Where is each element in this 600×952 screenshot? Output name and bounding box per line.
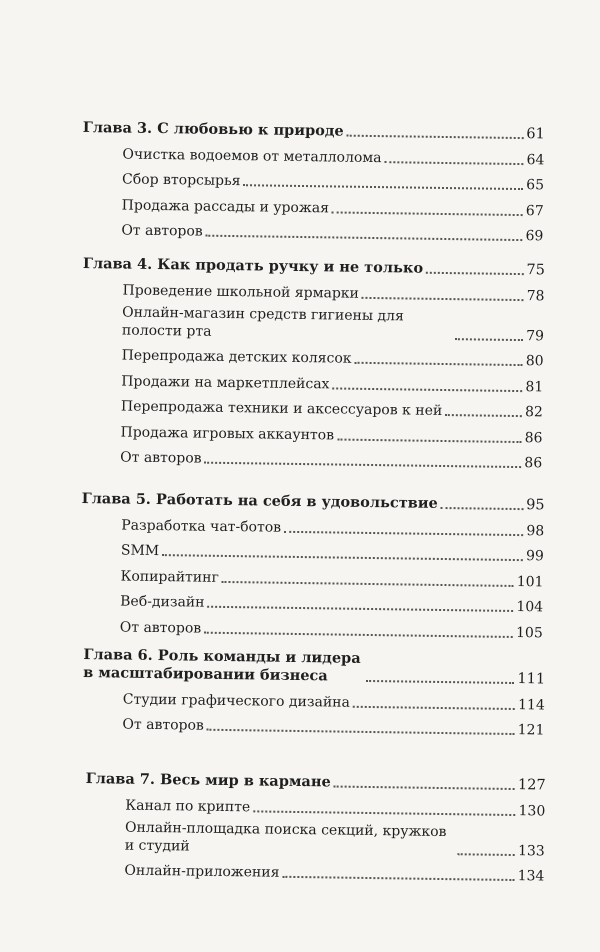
entry-title: Онлайн-приложения: [124, 862, 280, 881]
dot-leader: [426, 272, 523, 275]
dot-leader: [207, 729, 515, 735]
dot-leader: [222, 580, 514, 586]
chapter-heading[interactable]: [83, 240, 545, 279]
page-number: 67: [525, 202, 544, 219]
entry-title: Онлайн-магазин средств гигиены для полости рта: [121, 304, 404, 340]
entry-title: Канал по крипте: [125, 797, 251, 815]
page-number: 69: [525, 228, 544, 245]
dot-leader: [366, 680, 514, 684]
chapter-title: Глава 5. Работать на себя в удовольствие: [81, 489, 438, 512]
dot-leader: [353, 705, 515, 709]
chapter-heading[interactable]: [83, 640, 546, 688]
page-number: 130: [518, 802, 546, 819]
page-number: 104: [516, 599, 544, 616]
toc-chapter-3: [81, 104, 545, 245]
dot-leader: [354, 362, 522, 366]
entry-title: Продажа игровых аккаунтов: [120, 423, 335, 443]
toc-chapter-7: [84, 755, 546, 885]
entry-title: SMM: [120, 542, 160, 560]
page-number: 79: [526, 327, 545, 344]
chapter-title: Глава 3. С любовью к природе: [82, 118, 344, 140]
toc-chapter-5: [80, 475, 545, 642]
dot-leader: [282, 876, 514, 881]
entry-title: Студии графического дизайна: [122, 691, 351, 711]
toc-chapter-4: [80, 240, 545, 472]
entry-title: Копирайтинг: [120, 568, 219, 586]
chapter-heading[interactable]: [83, 104, 545, 143]
page-number: 127: [517, 777, 546, 794]
toc-entry[interactable]: [84, 854, 544, 886]
dot-leader: [332, 211, 523, 216]
chapter-heading[interactable]: [82, 475, 545, 514]
chapter-title: Глава 6. Роль команды и лидера в масштабировании бизнеса: [83, 645, 361, 685]
dot-leader: [204, 631, 513, 637]
page-number: 98: [526, 522, 545, 539]
page-number: 81: [525, 378, 544, 395]
entry-title: От авторов: [122, 716, 204, 734]
toc-entry[interactable]: [80, 610, 543, 642]
entry-title: Веб-дизайн: [120, 593, 205, 611]
entry-title: Разработка чат-ботов: [121, 517, 282, 536]
dot-leader: [207, 606, 513, 612]
page-number: 99: [525, 548, 544, 565]
dot-leader: [441, 507, 523, 510]
page-number: 78: [526, 287, 545, 304]
toc-entry[interactable]: [85, 814, 546, 860]
entry-title: От авторов: [121, 222, 203, 240]
toc-chapter-6: [82, 640, 545, 739]
entry-title: Онлайн-площадка поиска секций, кружков и студий: [124, 819, 447, 854]
dot-leader: [445, 414, 522, 417]
toc-entry[interactable]: [80, 440, 542, 472]
page-number: 111: [517, 671, 546, 688]
toc-entry[interactable]: [82, 707, 544, 739]
dot-leader: [455, 338, 523, 341]
page-number: 61: [526, 126, 545, 143]
dot-leader: [362, 296, 524, 300]
page-number: 101: [516, 573, 544, 590]
page-number: 86: [524, 429, 543, 446]
page-number: 133: [517, 842, 545, 859]
dot-leader: [243, 184, 523, 190]
page-number: 64: [526, 151, 545, 168]
dot-leader: [284, 530, 523, 535]
entry-title: Проведение школьной ярмарки: [122, 282, 360, 302]
page-number: 114: [517, 696, 545, 713]
page-number: 105: [515, 624, 543, 641]
page-number: 75: [526, 262, 545, 279]
dot-leader: [334, 786, 515, 791]
page-number: 65: [526, 177, 545, 194]
page-number: 134: [517, 868, 545, 885]
dot-leader: [332, 387, 522, 392]
entry-title: Продажи на маркетплейсах: [121, 372, 330, 392]
dot-leader: [458, 853, 515, 856]
dot-leader: [385, 161, 524, 165]
entry-title: Сбор вторсырья: [121, 171, 241, 190]
entry-title: От авторов: [119, 619, 202, 637]
dot-leader: [253, 810, 515, 816]
dot-leader: [206, 235, 523, 241]
dot-leader: [347, 135, 524, 139]
chapter-title: Глава 4. Как продать ручку и не только: [82, 254, 424, 277]
page-number: 82: [524, 404, 543, 421]
page-number: 86: [524, 455, 543, 472]
entry-title: Очистка водоемов от металлолома: [122, 145, 382, 166]
entry-title: Перепродажа техники и аксессуаров к ней: [120, 398, 443, 419]
entry-title: От авторов: [120, 449, 202, 467]
chapter-title: Глава 7. Весь мир в кармане: [85, 770, 331, 791]
entry-title: Перепродажа детских колясок: [121, 347, 352, 367]
page-number: 95: [526, 497, 545, 514]
dot-leader: [204, 462, 521, 468]
page-number: 80: [525, 353, 544, 370]
chapter-heading[interactable]: [86, 755, 546, 794]
dot-leader: [337, 438, 522, 443]
page-number: 121: [517, 722, 545, 739]
toc-entry[interactable]: [82, 298, 545, 344]
entry-title: Продажа рассады и урожая: [121, 196, 330, 216]
